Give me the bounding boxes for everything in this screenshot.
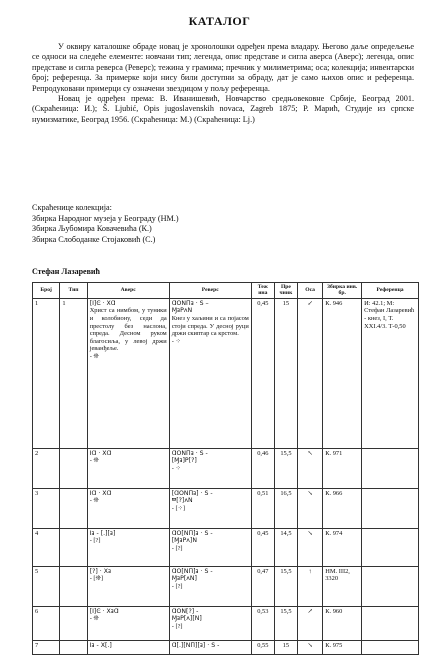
cell-revers bbox=[169, 606, 251, 640]
intro-paragraph-1: У оквиру каталошке обраде новац је хронолошки одређен према владару. Његово даље опредељење се односи на следеће елементе: новчани тип; легенда, опис представе и сигла аверса (Аверс); легенда, опис представе и сигла реверса (Реверс); тежина у грамима; пречник у милиметрима; оса; колекција; инвентарски број; референца. За примерке који нису били доступни за обраду, дат је само њихов опис и референца. Репродуковани примерци су означени звездицом у пољу референца. bbox=[32, 42, 414, 93]
cell-num bbox=[33, 606, 60, 640]
header-axis: Оса bbox=[298, 283, 323, 299]
cell-num-num: 4 bbox=[35, 529, 39, 537]
cell-avers-avers: Iⱻ - [.][ⱻ] bbox=[89, 529, 116, 537]
intro-text bbox=[32, 42, 414, 125]
cell-type bbox=[60, 640, 87, 654]
cell-diameter-diam: 15 bbox=[282, 299, 290, 307]
cell-avers-avers: IⱭ · ХⱭ bbox=[89, 489, 112, 497]
cell-collection bbox=[323, 298, 362, 448]
cell-collection bbox=[323, 448, 362, 488]
cell-avers-avers-mark: - ❊ bbox=[89, 615, 99, 623]
cell-revers-revers-mark: - [?] bbox=[171, 623, 183, 630]
cell-revers-revers-mark: - [⁘] bbox=[171, 505, 186, 512]
cell-reference bbox=[362, 488, 419, 528]
table-row bbox=[33, 448, 419, 488]
cell-diameter bbox=[274, 640, 297, 654]
cell-axis-axis: ↑ bbox=[308, 567, 312, 575]
cell-type bbox=[60, 606, 87, 640]
cell-avers-avers: [I]Ͼ · ХⱻⱭ bbox=[89, 607, 119, 615]
header-weight: Теж ина bbox=[251, 283, 274, 299]
cell-diameter-diam: 15,5 bbox=[280, 567, 292, 575]
cell-diameter bbox=[274, 448, 297, 488]
cell-reference bbox=[362, 298, 419, 448]
cell-collection-coll: К. 974 bbox=[325, 529, 343, 537]
cell-diameter-diam: 15,5 bbox=[280, 449, 292, 457]
cell-diameter bbox=[274, 528, 297, 566]
cell-weight bbox=[251, 640, 274, 654]
cell-revers-revers: ⱭΟΝΠⱻ · Ѕ – bbox=[171, 299, 209, 307]
cell-weight-weight: 0,47 bbox=[257, 567, 269, 575]
cell-weight-weight: 0,46 bbox=[257, 449, 269, 457]
cell-revers-revers2: ⱮⱻΡʌΝ bbox=[171, 307, 193, 315]
cell-revers bbox=[169, 448, 251, 488]
cell-weight-weight: 0,55 bbox=[257, 641, 269, 649]
cell-avers-avers-mark: - ❊ bbox=[89, 497, 99, 505]
table-row bbox=[33, 298, 419, 448]
cell-axis-axis: ↘ bbox=[307, 529, 313, 537]
catalog-table bbox=[32, 282, 419, 655]
cell-avers bbox=[87, 488, 169, 528]
cell-num bbox=[33, 566, 60, 606]
cell-type bbox=[60, 488, 87, 528]
cell-axis-axis: ↘ bbox=[307, 641, 313, 649]
cell-diameter-diam: 15 bbox=[282, 641, 290, 649]
cell-collection-coll: К. 971 bbox=[325, 449, 343, 457]
cell-num-num: 6 bbox=[35, 607, 39, 615]
cell-num bbox=[33, 298, 60, 448]
cell-avers-avers: [?] · Хⱻ bbox=[89, 567, 111, 575]
cell-collection-coll: К. 975 bbox=[325, 641, 343, 649]
cell-revers-revers-mark: - ⁘ bbox=[171, 337, 181, 345]
cell-revers-revers: ⱭΟ[ΝΠ]ⱻ · Ѕ - bbox=[171, 529, 213, 537]
cell-diameter-diam: 15,5 bbox=[280, 607, 292, 615]
cell-collection bbox=[323, 606, 362, 640]
cell-num bbox=[33, 448, 60, 488]
header-avers: Аверс bbox=[87, 283, 169, 299]
cell-type-type: 1 bbox=[62, 299, 66, 307]
collection-item: Збирка Љубомира Ковачевића (К.) bbox=[32, 224, 152, 234]
cell-collection bbox=[323, 528, 362, 566]
cell-axis bbox=[298, 488, 323, 528]
cell-avers-avers-mark: - ❊ bbox=[89, 457, 99, 465]
cell-diameter bbox=[274, 298, 297, 448]
cell-type bbox=[60, 528, 87, 566]
cell-axis bbox=[298, 606, 323, 640]
cell-weight-weight: 0,45 bbox=[257, 529, 269, 537]
cell-collection bbox=[323, 488, 362, 528]
cell-axis bbox=[298, 640, 323, 654]
cell-num bbox=[33, 528, 60, 566]
cell-avers bbox=[87, 528, 169, 566]
header-type: Тип bbox=[60, 283, 87, 299]
cell-axis-axis: ↗ bbox=[307, 607, 313, 615]
cell-reference bbox=[362, 528, 419, 566]
cell-collection-coll: К. 960 bbox=[325, 607, 343, 615]
cell-axis bbox=[298, 528, 323, 566]
cell-avers bbox=[87, 566, 169, 606]
cell-avers bbox=[87, 606, 169, 640]
cell-revers bbox=[169, 566, 251, 606]
cell-axis-axis: ↙ bbox=[307, 299, 313, 307]
cell-revers-revers2: [Ɱⱻ]Ρ[?] bbox=[171, 457, 197, 465]
cell-reference bbox=[362, 566, 419, 606]
cell-weight-weight: 0,51 bbox=[257, 489, 269, 497]
cell-type bbox=[60, 566, 87, 606]
cell-revers bbox=[169, 528, 251, 566]
header-collection: Збирка инв. бр. bbox=[323, 283, 362, 299]
table-row bbox=[33, 488, 419, 528]
cell-weight bbox=[251, 606, 274, 640]
cell-revers bbox=[169, 488, 251, 528]
cell-reference bbox=[362, 640, 419, 654]
cell-revers-revers: Ɑ[.][ΝΠ][ⱻ] · Ѕ - bbox=[171, 641, 220, 649]
collection-item: Збирка Народног музеја у Београду (НМ.) bbox=[32, 213, 179, 223]
cell-axis bbox=[298, 566, 323, 606]
ruler-heading: Стефан Лазаревић bbox=[32, 267, 100, 276]
collections-heading: Скраћенице колекција: bbox=[32, 203, 112, 212]
cell-avers-avers: IⱭ · ХⱭ bbox=[89, 449, 112, 457]
cell-revers-revers2: Ⱎ[?]ʌΝ bbox=[171, 497, 193, 505]
cell-collection-coll: К. 966 bbox=[325, 489, 343, 497]
header-reference: Референца bbox=[362, 283, 419, 299]
cell-revers-revers2: [ⱮⱻΡʌ]Ν bbox=[171, 537, 197, 545]
header-diameter: Пре чник bbox=[274, 283, 297, 299]
cell-revers-revers: ⱭΟ[ΝΠ]ⱻ · Ѕ - bbox=[171, 567, 213, 575]
cell-num-num: 1 bbox=[35, 299, 39, 307]
table-header-row bbox=[33, 283, 419, 299]
cell-revers-revers-desc: Кнез у хаљини и са појасом стоји спреда. У десној руци држи скиптар са крстом. bbox=[171, 315, 249, 338]
cell-collection bbox=[323, 640, 362, 654]
cell-diameter-diam: 14,5 bbox=[280, 529, 292, 537]
cell-avers-avers-mark: - [?] bbox=[89, 537, 101, 545]
cell-weight-weight: 0,45 bbox=[257, 299, 269, 307]
table-row bbox=[33, 528, 419, 566]
cell-revers-revers: [ⱭΟΝΠⱻ] · Ѕ - bbox=[171, 489, 213, 497]
cell-reference bbox=[362, 448, 419, 488]
cell-avers-avers: [I]Ͼ · ХⱭ bbox=[89, 299, 116, 307]
cell-diameter bbox=[274, 488, 297, 528]
collection-item: Збирка Слободанке Стојаковић (С.) bbox=[32, 234, 156, 244]
cell-revers bbox=[169, 640, 251, 654]
cell-avers-avers-desc: Христ са нимбом, у туники и колобиону, седи да престолу без наслона, спреда. Десном руком благосиља, у левој држи јеванђеље. bbox=[89, 307, 167, 353]
cell-collection-coll: НМ. III2, 3320 bbox=[325, 567, 350, 583]
cell-avers bbox=[87, 448, 169, 488]
cell-diameter bbox=[274, 566, 297, 606]
header-num: Број bbox=[33, 283, 60, 299]
cell-weight bbox=[251, 488, 274, 528]
cell-axis-axis: ↖ bbox=[307, 449, 313, 457]
cell-weight bbox=[251, 566, 274, 606]
cell-diameter bbox=[274, 606, 297, 640]
cell-diameter-diam: 16,5 bbox=[280, 489, 292, 497]
cell-revers-revers2: ⱮⱻΡ[ʌ][Ν] bbox=[171, 615, 202, 623]
table-row bbox=[33, 606, 419, 640]
cell-avers bbox=[87, 298, 169, 448]
cell-revers-revers-mark: - [?] bbox=[171, 583, 183, 590]
cell-collection-coll: К. 946 bbox=[325, 299, 343, 307]
cell-revers-revers2: ⱮⱻΡ[ʌΝ] bbox=[171, 575, 197, 583]
cell-revers-revers-mark: - ⁘ bbox=[171, 465, 181, 472]
table-row bbox=[33, 566, 419, 606]
cell-num-num: 7 bbox=[35, 641, 39, 649]
page-title: КАТАЛОГ bbox=[188, 14, 251, 28]
cell-weight bbox=[251, 448, 274, 488]
cell-num bbox=[33, 640, 60, 654]
cell-revers-revers: ⱭΟΝ[?] - bbox=[171, 607, 199, 615]
cell-type bbox=[60, 448, 87, 488]
cell-reference-ref: И: 42.1; М: Стефан Лазаревић - кнез, I, Т. XXI.4/3. Т-0,50 bbox=[364, 299, 415, 330]
collections-list bbox=[32, 203, 412, 245]
cell-collection bbox=[323, 566, 362, 606]
cell-weight-weight: 0,53 bbox=[257, 607, 269, 615]
cell-num-num: 2 bbox=[35, 449, 39, 457]
header-revers: Реверс bbox=[169, 283, 251, 299]
table-row bbox=[33, 640, 419, 654]
intro-paragraph-2: Новац је одређен према: В. Иванишевић, Новчарство средњовековне Србије, Београд 2001. (Скраћеница: И.); Š. Ljubić, Opis jugoslavenskih novaca, Zagreb 1875; Р. Марић, Студије из српске нумизматике, Београд 1956. (Скраћеница: М.) (Скраћеница: Lj.) bbox=[32, 94, 414, 124]
cell-type bbox=[60, 298, 87, 448]
cell-revers-revers: ⱭΟΝΠⱻ · Ѕ - bbox=[171, 449, 208, 457]
cell-revers bbox=[169, 298, 251, 448]
cell-reference bbox=[362, 606, 419, 640]
cell-weight bbox=[251, 298, 274, 448]
cell-num bbox=[33, 488, 60, 528]
cell-num-num: 3 bbox=[35, 489, 39, 497]
cell-avers-avers-mark: - [❊] bbox=[89, 575, 104, 583]
cell-revers-revers-mark: - [?] bbox=[171, 545, 183, 552]
cell-num-num: 5 bbox=[35, 567, 39, 575]
cell-weight bbox=[251, 528, 274, 566]
cell-axis bbox=[298, 448, 323, 488]
cell-avers-avers: Iⱻ - Х[.] bbox=[89, 641, 112, 649]
cell-axis-axis: ↘ bbox=[307, 489, 313, 497]
cell-avers-avers-mark: - ❊ bbox=[89, 352, 99, 360]
cell-avers bbox=[87, 640, 169, 654]
cell-axis bbox=[298, 298, 323, 448]
